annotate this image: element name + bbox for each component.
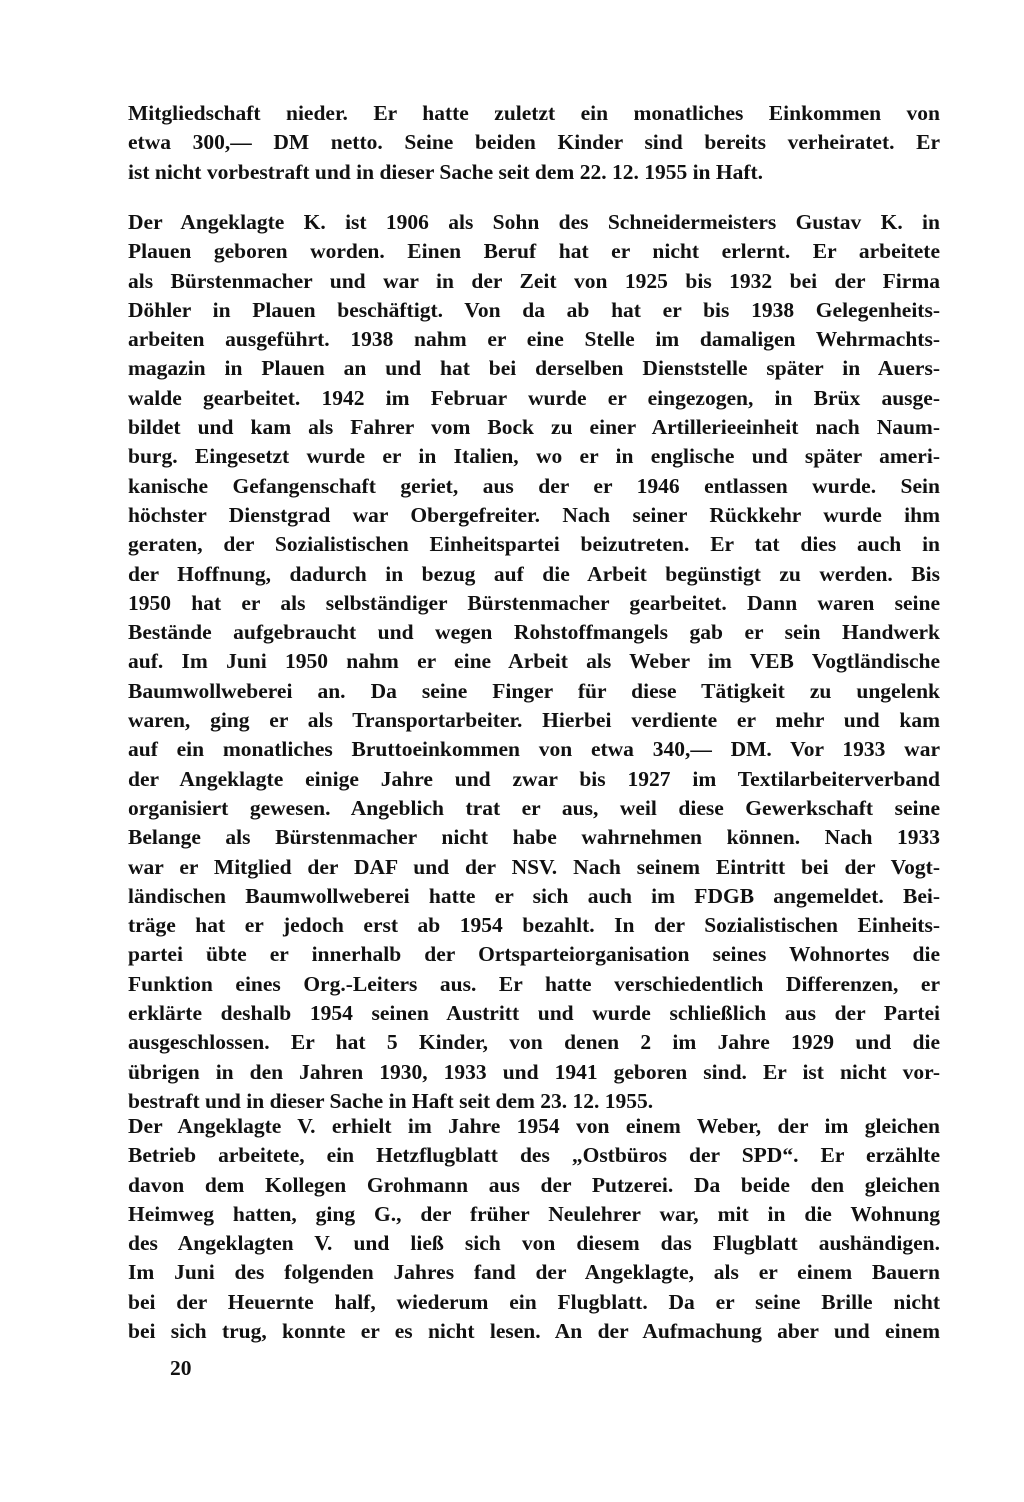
text-line: auf ein monatliches Bruttoeinkommen von etwa 340,— DM. Vor 1933 war — [128, 737, 940, 762]
text-line: partei übte er innerhalb der Ortsparteiorganisation seines Wohnortes die — [128, 942, 940, 967]
text-line: Plauen geboren worden. Einen Beruf hat er nicht erlernt. Er arbeitete — [128, 239, 940, 264]
text-line: der Angeklagte einige Jahre und zwar bis 1927 im Textilarbeiterverband — [128, 766, 940, 791]
text-line: Funktion eines Org.-Leiters aus. Er hatte verschiedentlich Differenzen, er — [128, 971, 940, 996]
text-line: auf. Im Juni 1950 nahm er eine Arbeit als Weber im VEB Vogtländische — [128, 649, 940, 674]
text-line: geraten, der Sozialistischen Einheitspartei beizutreten. Er tat dies auch in — [128, 532, 940, 557]
paragraph-1 — [128, 99, 940, 187]
text-line: bei sich trug, konnte er es nicht lesen. An der Aufmachung aber und einem — [128, 1319, 940, 1344]
text-line: übrigen in den Jahren 1930, 1933 und 1941 geboren sind. Er ist nicht vor- — [128, 1059, 940, 1084]
text-line: der Hoffnung, dadurch in bezug auf die Arbeit begünstigt zu werden. Bis — [128, 561, 940, 586]
text-line: bildet und kam als Fahrer vom Bock zu einer Artillerieeinheit nach Naum- — [128, 415, 940, 440]
text-line: etwa 300,— DM netto. Seine beiden Kinder sind bereits verheiratet. Er — [128, 130, 940, 155]
text-line: burg. Eingesetzt wurde er in Italien, wo er in englische und später ameri- — [128, 444, 940, 469]
text-line: bestraft und in dieser Sache in Haft seit dem 23. 12. 1955. — [128, 1088, 654, 1113]
text-line: organisiert gewesen. Angeblich trat er aus, weil diese Gewerkschaft seine — [128, 795, 940, 820]
text-line: war er Mitglied der DAF und der NSV. Nach seinem Eintritt bei der Vogt- — [128, 854, 940, 879]
paragraph-3 — [128, 1112, 940, 1346]
text-line: Mitgliedschaft nieder. Er hatte zuletzt ein monatliches Einkommen von — [128, 101, 940, 125]
text-line: träge hat er jedoch erst ab 1954 bezahlt. In der Sozialistischen Einheits- — [128, 913, 940, 938]
text-line: walde gearbeitet. 1942 im Februar wurde er eingezogen, in Brüx ausge- — [128, 385, 940, 410]
text-line: Bestände aufgebraucht und wegen Rohstoffmangels gab er sein Handwerk — [128, 620, 940, 645]
text-line: ist nicht vorbestraft und in dieser Sache seit dem 22. 12. 1955 in Haft. — [128, 159, 764, 184]
text-line: magazin in Plauen an und hat bei derselben Dienststelle später in Auers- — [128, 356, 940, 381]
text-line: davon dem Kollegen Grohmann aus der Putzerei. Da beide den gleichen — [128, 1172, 940, 1197]
text-line: kanische Gefangenschaft geriet, aus der er 1946 entlassen wurde. Sein — [128, 473, 940, 498]
text-line: ausgeschlossen. Er hat 5 Kinder, von denen 2 im Jahre 1929 und die — [128, 1030, 940, 1055]
text-line: erklärte deshalb 1954 seinen Austritt und wurde schließlich aus der Partei — [128, 1001, 940, 1026]
text-line: bei der Heuernte half, wiederum ein Flugblatt. Da er seine Brille nicht — [128, 1289, 940, 1314]
text-line: Betrieb arbeitete, ein Hetzflugblatt des „Ostbüros der SPD“. Er erzählte — [128, 1143, 940, 1168]
text-line: 1950 hat er als selbständiger Bürstenmacher gearbeitet. Dann waren seine — [128, 590, 940, 615]
text-line: Heimweg hatten, ging G., der früher Neulehrer war, mit in die Wohnung — [128, 1201, 940, 1226]
text-line: ländischen Baumwollweberei hatte er sich auch im FDGB angemeldet. Bei- — [128, 883, 940, 908]
text-line: waren, ging er als Transportarbeiter. Hierbei verdiente er mehr und kam — [128, 708, 940, 733]
text-line: Belange als Bürstenmacher nicht habe wahrnehmen können. Nach 1933 — [128, 825, 940, 850]
text-line: Döhler in Plauen beschäftigt. Von da ab hat er bis 1938 Gelegenheits- — [128, 297, 940, 322]
text-line: Der Angeklagte K. ist 1906 als Sohn des Schneidermeisters Gustav K. in — [128, 210, 940, 234]
text-line: Baumwollweberei an. Da seine Finger für diese Tätigkeit zu ungelenk — [128, 678, 940, 703]
text-line: arbeiten ausgeführt. 1938 nahm er eine Stelle im damaligen Wehrmachts- — [128, 327, 940, 352]
text-line: höchster Dienstgrad war Obergefreiter. Nach seiner Rückkehr wurde ihm — [128, 502, 940, 527]
text-line: Im Juni des folgenden Jahres fand der Angeklagte, als er einem Bauern — [128, 1260, 940, 1285]
paragraph-2 — [128, 208, 940, 1116]
page-number: 20 — [170, 1356, 192, 1380]
text-line: des Angeklagten V. und ließ sich von diesem das Flugblatt aushändigen. — [128, 1231, 940, 1256]
text-line: Der Angeklagte V. erhielt im Jahre 1954 von einem Weber, der im gleichen — [128, 1114, 940, 1138]
text-line: als Bürstenmacher und war in der Zeit von 1925 bis 1932 bei der Firma — [128, 268, 940, 293]
